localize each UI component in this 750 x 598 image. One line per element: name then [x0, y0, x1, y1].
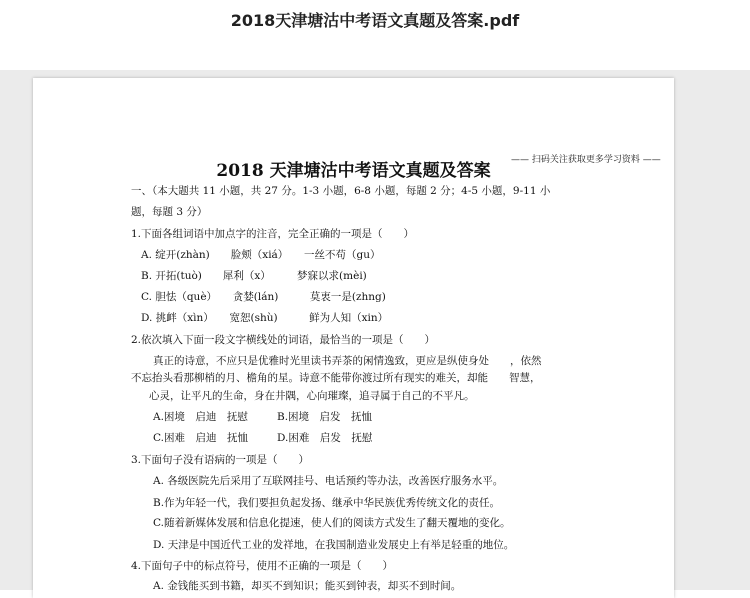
question-1-option-b: B. 开拓(tuò) 犀利（x） 梦寐以求(mèi) — [141, 270, 367, 282]
question-2-passage-line-3: 心灵，让平凡的生命，身在井隅，心向璀璨，追寻属于自己的不平凡。 — [149, 390, 475, 402]
question-2-option-a: A.困境 启迪 抚慰 — [153, 411, 248, 423]
question-3-option-d: D. 天津是中国近代工业的发祥地，在我国制造业发展史上有举足轻重的地位。 — [153, 539, 515, 551]
watermark-text: —— 扫码关注获取更多学习资料 —— — [511, 155, 661, 165]
question-3: 3.下面句子没有语病的一项是（ ） — [131, 454, 310, 466]
question-2-option-c: C.困难 启迪 抚恤 — [153, 432, 248, 444]
question-1-option-c: C. 胆怯（què） 贪婪(lán) 莫衷一是(zhng) — [141, 291, 386, 303]
question-2: 2.依次填入下面一段文字横线处的词语，最恰当的一项是（ ） — [131, 334, 436, 346]
question-3-option-b: B.作为年轻一代，我们要担负起发扬、继承中华民族优秀传统文化的责任。 — [153, 497, 501, 509]
question-2-option-d: D.困难 启发 抚慰 — [277, 432, 373, 444]
question-1: 1.下面各组词语中加点字的注音，完全正确的一项是（ ） — [131, 228, 415, 240]
question-4-option-a: A. 金钱能买到书籍，却买不到知识；能买到钟表，却买不到时间。 — [153, 580, 462, 592]
title-bar — [0, 0, 750, 70]
question-3-option-c: C.随着新媒体发展和信息化提速，使人们的阅读方式发生了翻天覆地的变化。 — [153, 517, 511, 529]
question-2-passage-line-2: 不忘抬头看那柳梢的月、檐角的星。诗意不能带你渡过所有现实的难关，却能 智慧， — [131, 372, 541, 384]
question-2-option-b: B.困境 启发 抚恤 — [277, 411, 373, 423]
question-1-option-a: A. 绽开(zhàn) 脸颊（xiá） 一丝不苟（gu） — [141, 249, 381, 261]
page-heading: 2018 天津塘沽中考语文真题及答案 — [216, 161, 491, 181]
question-1-option-d: D. 挑衅（xìn） 宽恕(shù) 鲜为人知（xin） — [141, 312, 389, 324]
document-title: 2018天津塘沽中考语文真题及答案.pdf — [230, 11, 520, 30]
pdf-page — [33, 78, 674, 598]
question-3-option-a: A. 各级医院先后采用了互联网挂号、电话预约等办法，改善医疗服务水平。 — [153, 475, 504, 487]
section-header-line-2: 题，每题 3 分） — [131, 206, 208, 218]
question-2-passage-line-1: 真正的诗意，不应只是优雅时光里读书弄茶的闲情逸致，更应是纵使身处 ，依然 — [153, 355, 542, 367]
section-header-line-1: 一、（本大题共 11 小题，共 27 分。1-3 小题，6-8 小题，每题 2 分；4-5 小题，9-11 小 — [131, 185, 551, 197]
question-4: 4.下面句子中的标点符号，使用不正确的一项是（ ） — [131, 560, 394, 572]
